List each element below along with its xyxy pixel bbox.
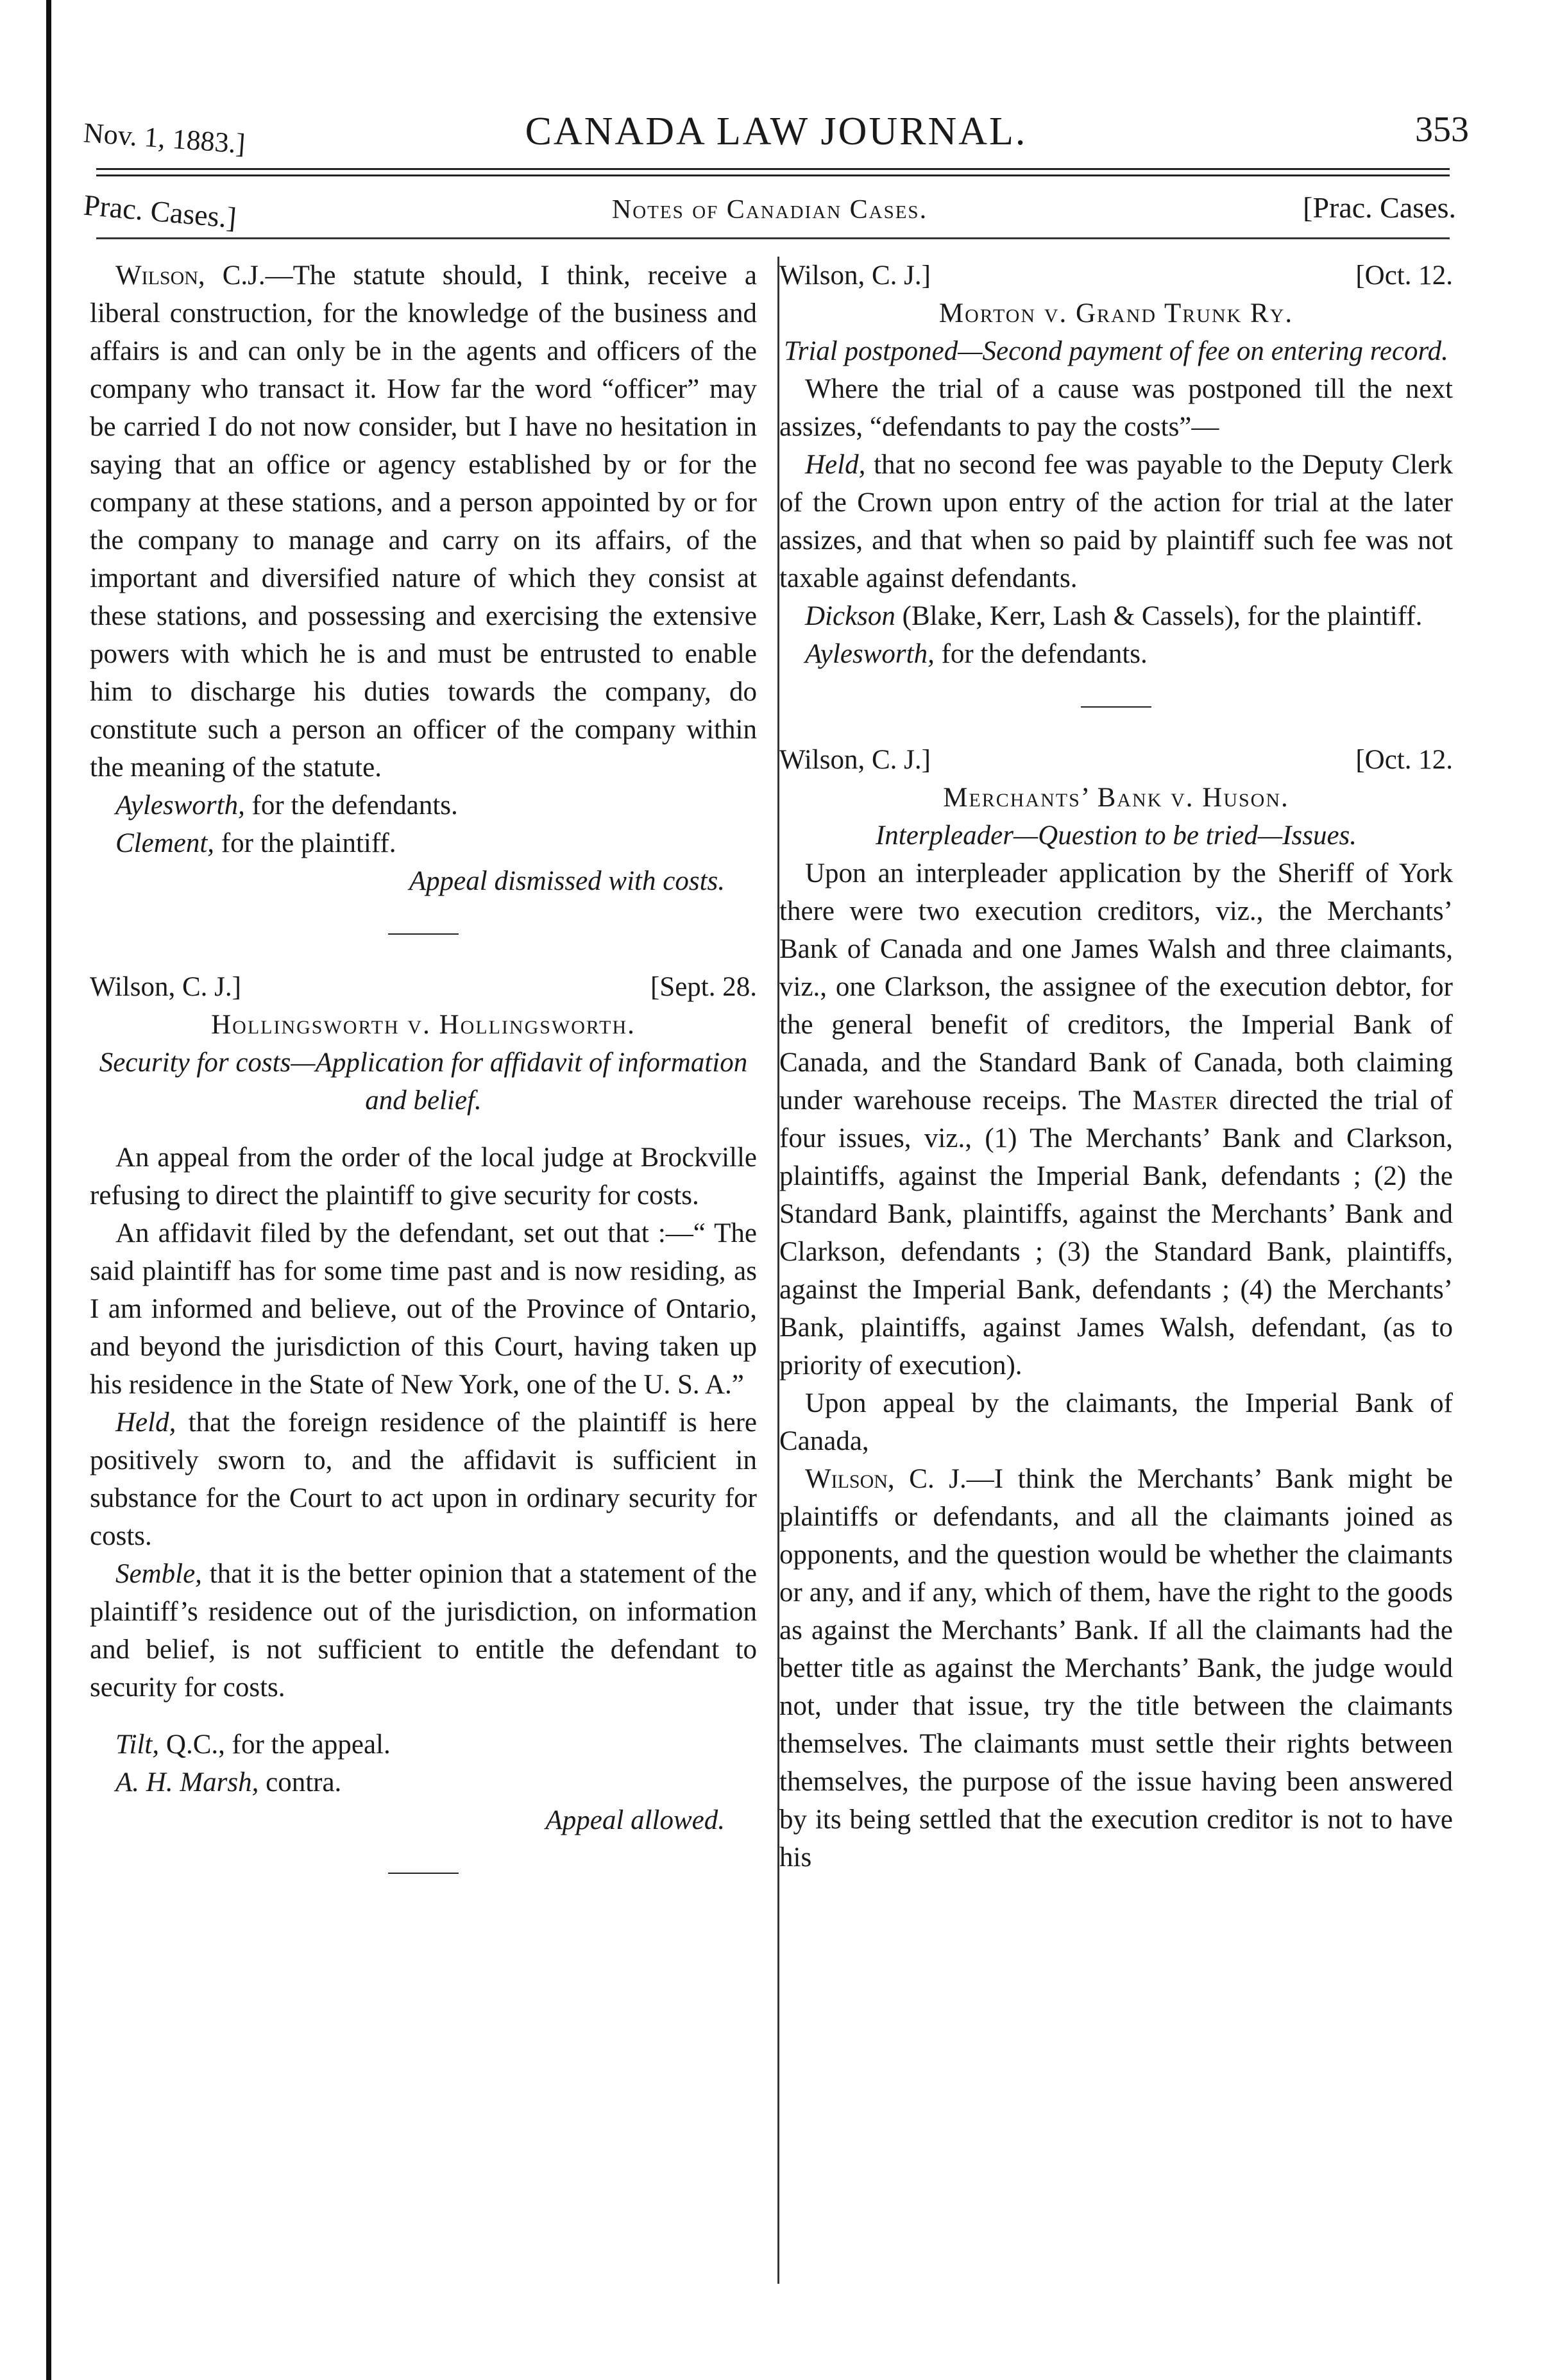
counsel-line: [90, 1726, 757, 1764]
case-date: [Sept. 28.: [650, 972, 757, 1002]
judge-speaker: Wilson, C.J.: [115, 260, 266, 291]
case-title: Merchants’ Bank v. Huson.: [943, 783, 1289, 813]
semble-text: that it is the better opinion that a statement of the plaintiff’s residence out of the jurisdiction, on information and belief, is not sufficient to entitle the defendant to security for costs.: [90, 1559, 757, 1703]
case-result: Appeal allowed.: [545, 1805, 725, 1835]
counsel-role: for the plaintiff.: [214, 828, 396, 858]
case-paragraph: Upon appeal by the claimants, the Imperial Bank of Canada,: [779, 1388, 1453, 1456]
held-label: Held,: [115, 1407, 176, 1438]
case-result: Appeal dismissed with costs.: [409, 866, 725, 896]
counsel-name: Tilt,: [115, 1730, 160, 1760]
counsel-role: for the defendants.: [934, 639, 1148, 669]
section-right: [Prac. Cases.: [1303, 191, 1456, 224]
counsel-name: Clement,: [115, 828, 215, 858]
judgment-text: —I think the Merchants’ Bank might be plaintiffs or defendants, and all the claimants joined as opponents, and the question would be whether the claimants or any, and if any, which of them, have the right to the goods as against the Merchants’ Bank. If all the claimants had the better title as against the Merchants’ Bank, the judge would not, under that issue, try the title between the claimants themselves. The claimants must settle their rights between themselves, the purpose of the issue having been answered by its being settled that the execution creditor is not to have his: [779, 1464, 1453, 1873]
journal-title: CANADA LAW JOURNAL.: [525, 110, 1028, 153]
case-heading: [779, 741, 1453, 779]
case-judge: Wilson, C. J.]: [779, 260, 931, 291]
case-text: directed the trial of four issues, viz., (1) The Merchants’ Bank and Clarkson, plaintiffs, against the Imperial Bank, defendants ; (2) the Standard Bank, plaintiffs, against the Merchants’ Bank and Clarkson, defendants ; (3) the Standard Bank, plaintiffs, against the Imperial Bank, defendants ; (4) the Merchants’ Bank, plaintiffs, against James Walsh, defendant, (as to priority of execution).: [779, 1085, 1453, 1381]
header-rule: [96, 168, 1450, 170]
header-rule: [96, 174, 1450, 176]
page-edge-line: [46, 0, 51, 2380]
counsel-line: [779, 635, 1453, 673]
section-title: Notes of Canadian Cases.: [611, 195, 928, 225]
judgment-paragraph: [90, 257, 757, 786]
case-title: Morton v. Grand Trunk Ry.: [938, 298, 1294, 328]
case-separator: [1081, 706, 1151, 708]
judgment-text: —The statute should, I think, receive a liberal construction, for the knowledge of the business and affairs is and can only be in the agents and officers of the company who transact it. How far the word “officer” may be carried I do not now consider, but I have no hesitation in saying that an office or agency established by or for the company at these stations, and a person appointed by or for the company to manage and carry on its affairs, of the important and diversified nature of which they consist at these stations, and possessing and exercising the extensive powers with which he is and must be entrusted to enable him to discharge his duties towards the company, do constitute such a person an officer of the company within the meaning of the statute.: [90, 260, 757, 783]
case-title: Hollingsworth v. Hollingsworth.: [211, 1010, 636, 1040]
case-paragraph: [779, 854, 1453, 1384]
held-label: Held,: [805, 450, 866, 480]
case-date: [Oct. 12.: [1355, 745, 1453, 775]
case-separator: [388, 1873, 459, 1874]
judgment-paragraph: [779, 1460, 1453, 1876]
semble-label: Semble,: [115, 1559, 202, 1589]
case-headnote: Security for costs—Application for affidavit of information and belief.: [99, 1048, 748, 1116]
left-column: [90, 257, 757, 1907]
counsel-line: [779, 597, 1453, 635]
counsel-name: Aylesworth,: [805, 639, 935, 669]
case-separator: [388, 933, 459, 935]
right-column: [779, 257, 1453, 1876]
counsel-line: [90, 824, 757, 862]
section-header: [83, 189, 1456, 234]
case-headnote: Interpleader—Question to be tried—Issues.: [875, 820, 1357, 851]
case-paragraph: An affidavit filed by the defendant, set out that :—“ The said plaintiff has for some time past and is now residing, as I am informed and believe, out of the Province of Ontario, and beyond the jurisdiction of this Court, having taken up his residence in the State of New York, one of the U. S. A.”: [90, 1218, 757, 1400]
counsel-name: A. H. Marsh,: [115, 1767, 259, 1798]
case-paragraph: Where the trial of a cause was postponed till the next assizes, “defendants to pay the costs”—: [779, 374, 1453, 442]
case-paragraph: An appeal from the order of the local judge at Brockville refusing to direct the plaintiff to give security for costs.: [90, 1143, 757, 1211]
counsel-role: contra.: [259, 1767, 342, 1798]
case-judge: Wilson, C. J.]: [90, 972, 241, 1002]
case-heading: [779, 257, 1453, 294]
counsel-role: (Blake, Kerr, Lash & Cassels), for the plaintiff.: [895, 601, 1423, 631]
held-paragraph: [779, 446, 1453, 597]
counsel-line: [90, 1764, 757, 1801]
semble-paragraph: [90, 1555, 757, 1706]
case-date: [Oct. 12.: [1355, 260, 1453, 291]
page-number: 353: [1415, 110, 1469, 149]
case-text: Upon an interpleader application by the Sheriff of York there were two execution creditors, viz., the Merchants’ Bank of Canada and one James Walsh and three claimants, viz., one Clarkson, the assignee of the execution debtor, for the general benefit of creditors, the Imperial Bank of Canada, and the Standard Bank of Canada, both claiming under warehouse receips. The: [779, 858, 1453, 1116]
running-header: [83, 103, 1469, 160]
counsel-line: [90, 786, 757, 824]
master-label: Master: [1132, 1085, 1218, 1116]
held-paragraph: [90, 1404, 757, 1555]
case-heading: [90, 968, 757, 1006]
section-left: Prac. Cases.]: [82, 188, 238, 235]
section-rule: [96, 237, 1450, 239]
case-headnote: Trial postponed—Second payment of fee on entering record.: [784, 336, 1448, 366]
judge-speaker: Wilson, C. J.: [805, 1464, 967, 1494]
case-judge: Wilson, C. J.]: [779, 745, 931, 775]
counsel-role: for the defendants.: [244, 790, 458, 820]
held-text: that the foreign residence of the plaintiff is here positively sworn to, and the affidavit is sufficient in substance for the Court to act upon in ordinary security for costs.: [90, 1407, 757, 1551]
counsel-name: Dickson: [805, 601, 895, 631]
counsel-name: Aylesworth,: [115, 790, 245, 820]
counsel-role: Q.C., for the appeal.: [159, 1730, 391, 1760]
held-text: that no second fee was payable to the Deputy Clerk of the Crown upon entry of the action for trial at the later assizes, and that when so paid by plaintiff such fee was not taxable against defendants.: [779, 450, 1453, 593]
issue-date: Nov. 1, 1883.]: [82, 117, 246, 160]
